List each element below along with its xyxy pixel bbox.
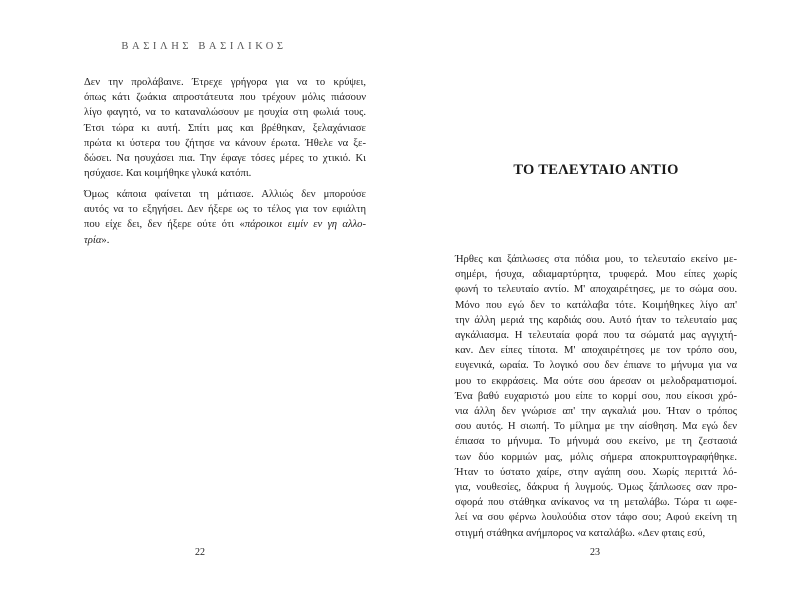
text-line [84,233,366,248]
page-number: 23 [590,547,600,558]
text-line [84,217,366,232]
text-line: όπως κάτι ζωάκια απροστάτευτα που τρέχουν μόλις πιάσουν [84,92,366,104]
text-line: λεί να σου φέρνω λουλούδια στον τάφο σου; Αφού εκείνη τη [455,512,737,524]
text-line: ησύχασε. Και κοιμήθηκε γλυκά κατόπι. [84,168,252,180]
chapter-title: ΤΟ ΤΕΛΕΥΤΑΙΟ ΑΝΤΙΟ [513,162,679,178]
text-line: Ήταν το ύστατο χαίρε, στην αγάπη σου. Χωρίς περιττά λό- [455,466,737,478]
text-line: σφορά που στάθηκα ανίκανος να τη μεταλάβω. Τώρα τι ωφε- [455,497,737,509]
text-line: στιγμή στάθηκα ανήμπορος να καταλάβω. «Δεν φταις εσύ, [455,527,706,539]
text-line: μου το εκφράσεις. Μα ούτε σου άρεσαν οι μελοδραματισμοί. [455,375,737,387]
text-line: αυτός να το εξηγήσει. Δεν ήξερε ως το τέλος για τον εφιάλτη [84,204,366,216]
text-line: πρώτα κι ύστερα του ζήτησε να κάνουν έρωτα. Ήθελε να ξε- [84,137,366,149]
text-line: ευγενικά, ωραία. Το λογικό σου δεν έπιανε το μήνυμα για να [455,360,737,372]
text-line: φωνή το τελευταίο αντίο. Μ' αποχαιρέτησες, με το σώμα σου. [455,284,737,296]
italic-quote: τρία [84,234,102,246]
text-line: σημέρι, ήσυχα, αδιαμαρτύρητα, τρυφερά. Μου είπες χωρίς [455,269,737,281]
text-line: την άλλη μεριά της καρδιάς σου. Αυτό ήταν το τελευταίο μας [455,314,737,326]
text-line: αγκάλιασμα. Η τελευταία φορά που τα σώματά μας αγγιχτή- [455,330,737,342]
left-paragraph-1 [84,75,366,181]
text-segment: που είχε δει, δεν ήξερε ούτε ότι « [84,219,245,231]
right-paragraph-1 [455,252,737,541]
text-segment: ». [101,234,110,246]
text-line: λίγο φαγητό, να το καταναλώσουν με ησυχία στη φωλιά τους. [84,107,366,119]
text-line: Όμως κάποια φαίνεται τη μάτιασε. Αλλιώς δεν μπορούσε [84,189,366,200]
text-line: των δύο κορμιών μας, μόλις σήμερα αποκρυπτογραφήθηκε. [455,451,737,463]
text-line: νια άλλη δεν γνώρισε απ' την αγκαλιά μου. Ήταν ο τρόπος [455,406,737,418]
text-line: καν. Δεν είπες τίποτα. Μ' αποχαιρέτησες με τον τρόπο σου, [455,345,737,357]
text-line: σου αυτός. Η σιωπή. Το μίλημα με την αίσθηση. Μα εγώ δεν [455,421,737,433]
right-page [397,0,794,595]
running-head-author: ΒΑΣΙΛΗΣ ΒΑΣΙΛΙΚΟΣ [121,41,287,52]
text-line: για, νουθεσίες, δάκρυα ή λυγμούς. Όμως ξάπλωσες σαν προ- [455,482,737,494]
text-line: έπιασα το μήνυμα. Το μήνυμά σου εκείνο, με τη ζεστασιά [455,436,737,448]
left-paragraph-2 [84,187,366,248]
text-line: Δεν την προλάβαινε. Έτρεχε γρήγορα για να το κρύψει, [84,77,366,88]
text-line: Έτσι τώρα κι αυτή. Σπίτι μας και βρέθηκαν, ξελαχάνιασε [84,122,366,134]
text-line: δώσει. Να ησυχάσει πια. Την έφαγε τόσες μέρες το χτικιό. Κι [84,153,366,165]
text-line: Ήρθες και ξάπλωσες στα πόδια μου, το τελευταίο εκείνο με- [455,254,737,265]
page-number: 22 [195,547,205,558]
text-line: Ένα βαθύ ευχαριστώ μου είπε το κορμί σου, που είκοσι χρό- [455,390,737,402]
italic-quote: πάροικοι ειμίν εν γη αλλο- [244,219,366,231]
text-line: Μόνο που εγώ δεν το κατάλαβα τότε. Κοιμήθηκες λίγο απ' [455,299,737,311]
